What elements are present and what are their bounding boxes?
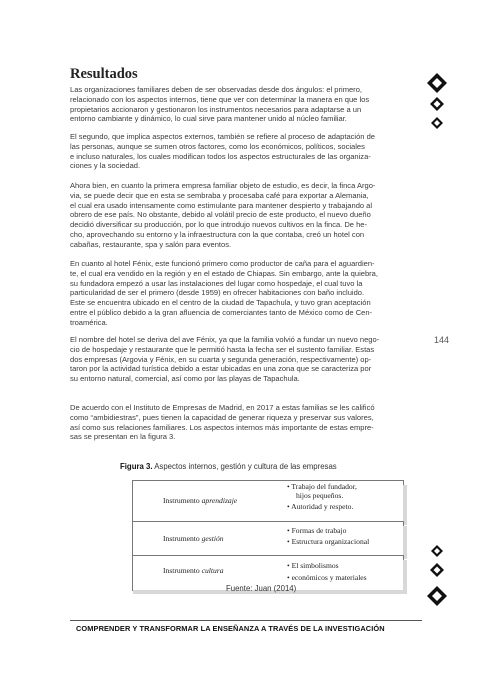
text-line: e incluso naturales, los cuales modifican todos los aspectos estructurales de las organiza-	[70, 151, 371, 161]
text-line: cho, aprovechando su entorno y la infraestructura con la que contaba, creó un hotel con	[70, 229, 365, 239]
text-line: taron por la actividad turística debido a estar ubicadas en una zona que se caracteriza por	[70, 364, 372, 374]
text-line: En cuanto al hotel Fénix, este funcionó primero como productor de caña para el aguardien-	[70, 259, 375, 268]
text-line: De acuerdo con el Instituto de Empresas de Madrid, en 2017 a estas familias se les calificó	[70, 403, 375, 412]
page-number: 144	[434, 335, 450, 345]
figure-row-aprendizaje	[132, 480, 404, 522]
text-line: El nombre del hotel se deriva del ave Fénix, ya que la familia volvió a fundar un nuevo nego-	[70, 335, 380, 344]
figure-3-diagram	[132, 480, 404, 590]
figure-row-items-cell	[283, 522, 403, 555]
bullet-text: Autoridad y respeto.	[291, 502, 354, 511]
text-line: Las organizaciones familiares deben de ser observadas desde dos ángulos: el primero,	[70, 85, 362, 94]
shadow	[403, 485, 407, 525]
bullet-item: • Trabajo del fundador,	[287, 482, 357, 491]
running-footer: COMPRENDER Y TRANSFORMAR LA ENSEÑANZA A TRAVÉS DE LA INVESTIGACIÓN	[76, 624, 385, 633]
paragraph-3	[70, 181, 410, 249]
diamond-ornament-icon	[431, 545, 443, 557]
text-line: via, se puede decir que en esta se sembraba y procesaba café para exportar a Alemania,	[70, 190, 369, 200]
figure-label: Figura 3.	[120, 462, 153, 471]
text-line: el cual era usado intensamente como estimulante para mantener despierto y trabajando al	[70, 200, 373, 210]
instrument-name: gestión	[201, 534, 224, 543]
diamond-ornament-icon	[430, 97, 444, 111]
text-line: Este se encuentra ubicado en el centro de la ciudad de Tapachula, y tuvo gran aceptación	[70, 298, 371, 307]
text-line: relacionado con los aspectos internos, tiene que ver con determinar la manera en que los	[70, 94, 370, 104]
text-line: así como sus relaciones familiares. Los aspectos internos más importante de estas empre-	[70, 422, 374, 432]
text-line: propietarios accionaron y gestionaron los instrumentos necesarios para adaptarse a un	[70, 104, 362, 114]
diamond-ornament-icon	[427, 586, 447, 606]
bullet-item	[296, 491, 343, 500]
figure-row-gestion	[132, 521, 404, 556]
footer-divider	[70, 620, 422, 621]
paragraph-2	[70, 132, 410, 171]
figure-source: Fuente: Juan (2014)	[226, 584, 297, 593]
instrument-label	[163, 534, 224, 543]
paragraph-4	[70, 259, 410, 327]
text-line: troamérica.	[70, 317, 108, 327]
bullet-item: • El simbolismos	[287, 561, 339, 570]
text-line: entre el público debido a la gran afluencia de comerciantes tanto de México como de Cen-	[70, 307, 373, 317]
instrument-prefix: Instrumento	[163, 534, 202, 543]
text-line: su entorno natural, comercial, así como por las playas de Tapachula.	[70, 374, 300, 383]
text-line: como “ambidiestras”, pues tienen la capacidad de generar riqueza y preservar sus valores,	[70, 412, 374, 422]
figure-row-items-cell	[283, 556, 403, 590]
paragraph-6	[70, 403, 410, 442]
text-line: ciones y la sociedad.	[70, 161, 141, 171]
text-line: Ahora bien, en cuanto la primera empresa familiar objeto de estudio, es decir, la finca Argo-	[70, 181, 376, 190]
bullet-item: • Estructura organizacional	[287, 537, 370, 546]
figure-row-label-cell	[133, 481, 284, 521]
text-line: entorno cambiante y dinámico, lo cual sirve para mantener unido al núcleo familiar.	[70, 114, 347, 124]
figure-caption-text: Aspectos internos, gestión y cultura de las empresas	[152, 462, 337, 471]
instrument-prefix: Instrumento	[163, 496, 202, 505]
text-line: sas se presentan en la figura 3.	[70, 432, 176, 442]
text-line: las personas, aunque se sumen otros factores, como los económicos, políticos, sociales	[70, 141, 365, 151]
bullet-text: Trabajo del fundador,	[291, 482, 357, 491]
instrument-prefix: Instrumento	[163, 566, 202, 575]
bullet-item: • Autoridad y respeto.	[287, 502, 354, 511]
paragraph-1	[70, 85, 410, 124]
bullet-item: • económicos y materiales	[287, 573, 367, 582]
text-line: dos empresas (Argovia y Fénix, en su cuarta y segunda generación, respectivamente) op-	[70, 354, 372, 364]
bullet-text: Estructura organizacional	[291, 537, 370, 546]
bullet-text: Formas de trabajo	[291, 526, 347, 535]
text-line: particularidad de ser el primero (desde 1959) en ofrecer habitaciones con baño incluido.	[70, 288, 365, 298]
diamond-ornament-icon	[430, 563, 444, 577]
instrument-label	[163, 496, 237, 505]
section-heading: Resultados	[70, 66, 138, 82]
text-line: cio de hospedaje y restaurante que le permitió hasta la fecha ser el sustento familiar. Estas	[70, 344, 375, 354]
bullet-text: hijos pequeños.	[296, 491, 344, 500]
text-line: El segundo, que implica aspectos externos, también se refiere al proceso de adaptación de	[70, 132, 375, 141]
figure-row-label-cell	[133, 522, 284, 555]
figure-row-items-cell	[283, 481, 403, 521]
text-line: cabañas, restaurante, spa y salón para eventos.	[70, 239, 232, 249]
text-line: su fundadora empezó a usar las instalaciones del lugar como hospedaje, el cual tuvo la	[70, 278, 363, 288]
paragraph-5	[70, 335, 410, 384]
bullet-text: El simbolismos	[291, 561, 339, 570]
diamond-ornament-icon	[431, 117, 443, 129]
figure-caption	[120, 462, 337, 471]
bullet-item: • Formas de trabajo	[287, 526, 347, 535]
instrument-label	[163, 566, 224, 575]
text-line: decidió diversificar su producción, por lo que introdujo nuevos cultivos en la finca. De he-	[70, 220, 368, 229]
text-line: obrero de ese país. No obstante, debido al volátil precio de este producto, el nuevo dueño	[70, 210, 371, 220]
instrument-name: cultura	[201, 566, 224, 575]
bullet-text: económicos y materiales	[291, 573, 367, 582]
diamond-ornament-icon	[427, 73, 447, 93]
instrument-name: aprendizaje	[201, 496, 238, 505]
shadow	[403, 560, 407, 594]
text-line: te, el cual era vendido en la región y en el estado de Chiapas. Sin embargo, ante la quiebra,	[70, 268, 378, 278]
